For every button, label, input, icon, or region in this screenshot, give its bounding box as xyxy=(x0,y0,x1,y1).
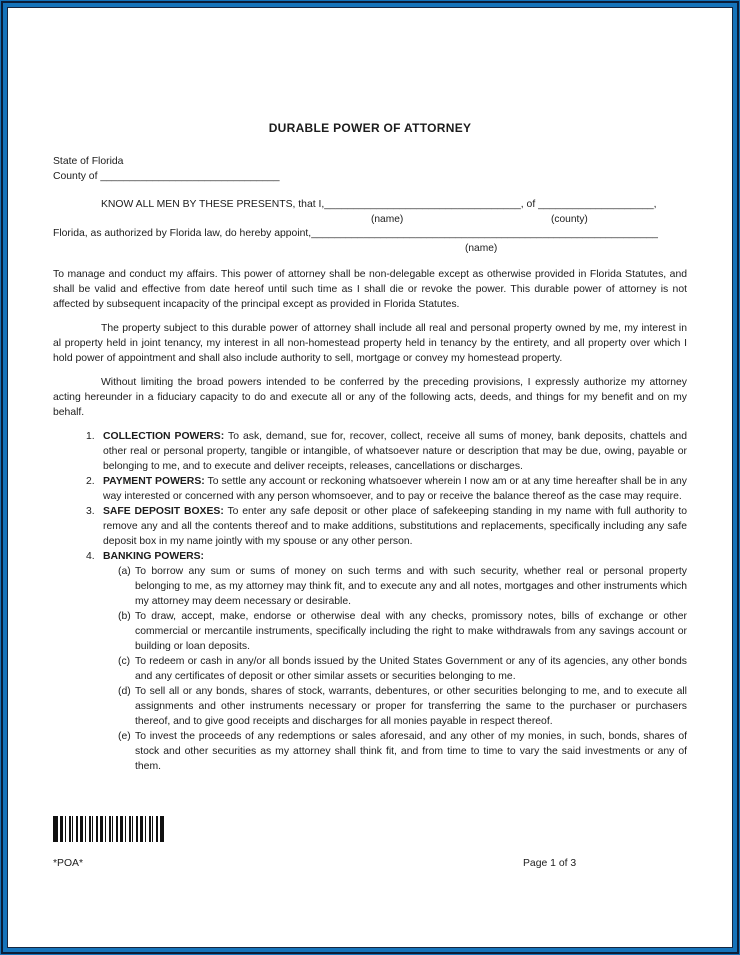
item-text: To sell all or any bonds, shares of stock, warrants, debentures, or other securities belonging to me, and to execute all assignments and other instruments necessary or proper for transferring the same to the purchaser or purchasers thereof, and to give good receipts and discharges for all monies payable in respect thereof. xyxy=(135,686,687,727)
sub-item-invest-proceeds xyxy=(53,729,687,774)
county-hint-label: (county) xyxy=(551,214,588,225)
sub-item-draw-checks xyxy=(53,609,687,654)
county-label: County of xyxy=(53,171,101,182)
item-title: COLLECTION POWERS: xyxy=(103,431,225,442)
item-letter: (d) xyxy=(118,686,131,697)
item-text: To settle any account or reckoning whatsoever wherein I now am or at any time hereafter shall be in any way interested or concerned with any person whomsoever, and to pay or receive the balance thereof as the case may require. xyxy=(103,476,687,502)
list-item-banking-powers xyxy=(53,549,687,564)
item-number: 2. xyxy=(86,476,95,487)
inner-blue-frame xyxy=(3,3,737,952)
paragraph-manage-affairs: To manage and conduct my affairs. This power of attorney shall be non-delegable except as otherwise provided in Florida Statutes, and shall be valid and effective from date hereof until such time as I shall die or revoke the power. This durable power of attorney is not affected by subsequent incapacity of the principal except as provided in Florida Statutes. xyxy=(53,269,687,310)
appoint-text: Florida, as authorized by Florida law, do hereby appoint, xyxy=(53,228,312,239)
item-letter: (a) xyxy=(118,566,131,577)
trailing-comma: , xyxy=(653,199,657,210)
principal-name-blank-field[interactable]: __________________________________ xyxy=(324,199,521,210)
powers-list xyxy=(53,429,687,774)
intro-block xyxy=(53,197,687,255)
appoint-line xyxy=(53,226,687,241)
presents-line xyxy=(53,197,687,212)
page-title: DURABLE POWER OF ATTORNEY xyxy=(268,121,472,135)
item-letter: (c) xyxy=(118,656,131,667)
appointee-label-row xyxy=(53,241,687,255)
footer-row xyxy=(53,856,687,871)
county-line xyxy=(53,169,687,184)
name-label: (name) xyxy=(371,214,404,225)
sub-item-sell-securities xyxy=(53,684,687,729)
county-blank-field[interactable]: _______________________________ xyxy=(100,171,280,182)
list-item-collection-powers xyxy=(53,429,687,474)
item-number: 1. xyxy=(86,431,95,442)
list-item-payment-powers xyxy=(53,474,687,504)
barcode xyxy=(53,816,164,842)
item-letter: (e) xyxy=(118,731,131,742)
item-title: SAFE DEPOSIT BOXES: xyxy=(103,506,224,517)
of-connector: , of xyxy=(520,199,539,210)
footer-block xyxy=(53,816,687,871)
state-line: State of Florida xyxy=(53,156,124,167)
item-title: BANKING POWERS: xyxy=(103,551,205,562)
item-number: 3. xyxy=(86,506,95,517)
item-letter: (b) xyxy=(118,611,131,622)
list-item-safe-deposit-boxes xyxy=(53,504,687,549)
item-text: To enter any safe deposit or other place of safekeeping standing in my name with full authority to remove any and all the contents thereof and to make additions, substitutions and replacements, specifically including any safe deposit box in my name jointly with my spouse or any other person. xyxy=(103,506,687,547)
outer-navy-frame xyxy=(1,1,739,954)
venue-block xyxy=(53,154,687,184)
document-page xyxy=(7,7,733,948)
paragraph-property-subject: The property subject to this durable power of attorney shall include all real and personal property owned by me, my interest in al property held in joint tenancy, my interest in all non-homestead property held in tenancy by the entirety, and all property over which I hold power of appointment and shall also include authority to sell, mortgage or convey my homestead property. xyxy=(53,323,687,364)
item-number: 4. xyxy=(86,551,95,562)
sub-item-redeem-bonds xyxy=(53,654,687,684)
document-code: *POA* xyxy=(53,858,84,869)
appointee-name-blank-field[interactable]: ____________________________________________________________ xyxy=(311,228,658,239)
sub-item-borrow xyxy=(53,564,687,609)
item-text: To draw, accept, make, endorse or otherwise deal with any checks, promissory notes, bills of exchange or other commercial or mercantile instruments, specifically including the right to make withdrawals from any savings account or building or loan deposits. xyxy=(135,611,687,652)
item-text: To redeem or cash in any/or all bonds issued by the United States Government or any of its agencies, any other bonds and any certificates of deposit or other similar assets or securities belonging to me. xyxy=(135,656,687,682)
county-name-blank-field[interactable]: ____________________ xyxy=(538,199,654,210)
page-indicator: Page 1 of 3 xyxy=(523,858,577,869)
item-text: To borrow any sum or sums of money on such terms and with such security, whether real or personal property belonging to me, as my attorney may think fit, and to execute any and all notes, mortgages and other instruments which my attorney may deem necessary or desirable. xyxy=(135,566,687,607)
appointee-name-label: (name) xyxy=(465,243,498,254)
item-text: To ask, demand, sue for, recover, collect, receive all sums of money, bank deposits, chattels and other real or personal property, tangible or intangible, of whatsoever nature or description that may be due, owing, payable or belonging to me, and to execute and deliver receipts, releases, cancellations or discharges. xyxy=(103,431,687,472)
item-text: To invest the proceeds of any redemptions or sales aforesaid, and any other of my monies, in such, bonds, shares of stock and other securities as my attorney shall think fit, and from time to time to vary the said investments or any of them. xyxy=(135,731,687,772)
presents-text: KNOW ALL MEN BY THESE PRESENTS, that I, xyxy=(101,199,325,210)
paragraph-broad-powers: Without limiting the broad powers intended to be conferred by the preceding provisions, I expressly authorize my attorney acting hereunder in a fiduciary capacity to do and execute all or any of the following acts, deeds, and things for my benefit and on my behalf. xyxy=(53,377,687,418)
item-title: PAYMENT POWERS: xyxy=(103,476,205,487)
blank-labels-row xyxy=(53,212,687,226)
